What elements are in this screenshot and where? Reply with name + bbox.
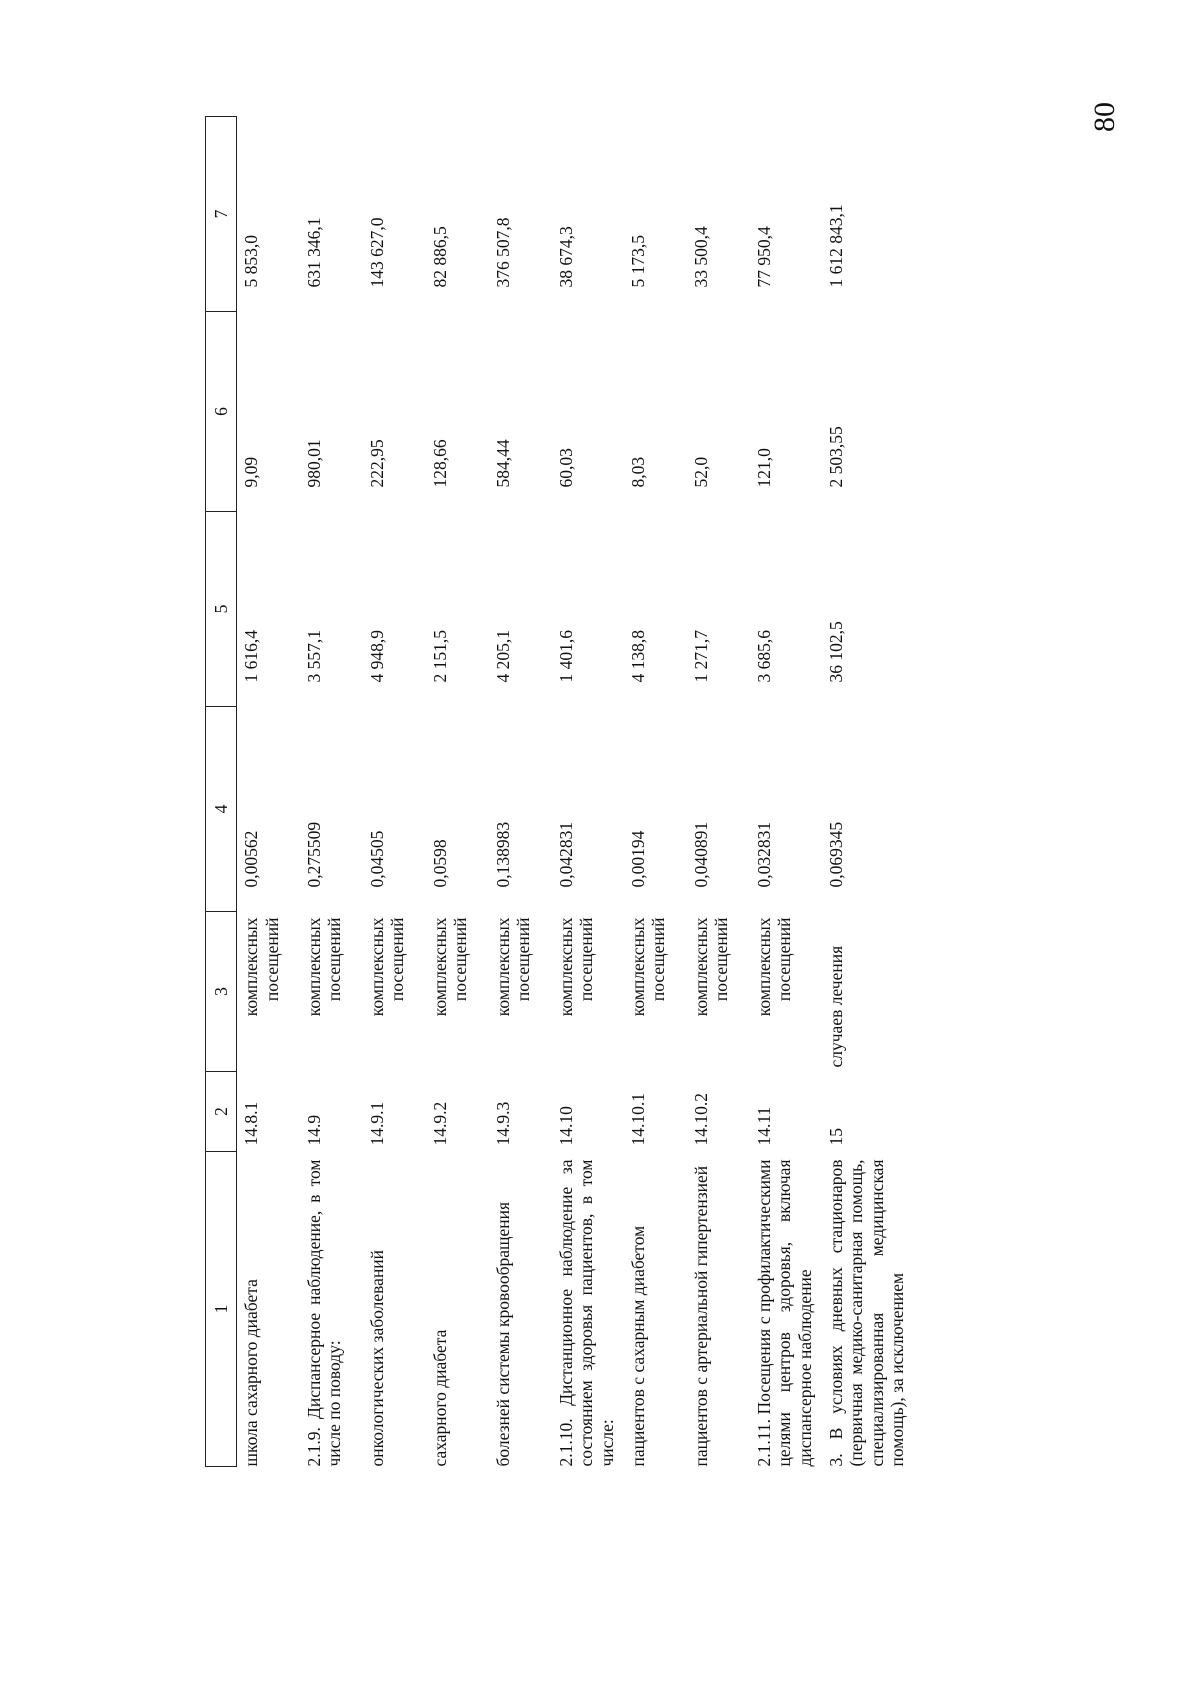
row-number: 14.10.2 <box>690 1093 711 1146</box>
row-number: 14.10.1 <box>627 1093 648 1146</box>
unit-cell: комплексных посещений <box>690 917 732 1017</box>
table-row <box>363 117 426 1467</box>
unit-cell: комплексных посещений <box>241 917 282 1017</box>
column-header: 6 <box>206 312 237 512</box>
unit-cell: комплексных посещений <box>366 917 408 1017</box>
column-header: 4 <box>206 707 237 912</box>
value-cell: 143 627,0 <box>366 217 387 288</box>
value-cell: 0,04505 <box>366 830 387 888</box>
value-cell: 8,03 <box>627 456 648 488</box>
value-cell: 1 401,6 <box>555 630 576 683</box>
row-label: 3. В условиях дневных стационаров (первичная медико-санитарная помощь, специализированная медицинская помощь), за исключением <box>825 1159 908 1467</box>
page-number: 80 <box>1088 102 1121 132</box>
column-header: 3 <box>206 912 237 1072</box>
value-cell: 82 886,5 <box>429 226 450 288</box>
value-cell: 376 507,8 <box>492 217 513 288</box>
column-header: 1 <box>206 1152 237 1467</box>
value-cell: 1 271,7 <box>690 630 711 683</box>
row-number: 14.9.1 <box>366 1101 387 1146</box>
table-row <box>822 117 942 1467</box>
column-header: 2 <box>206 1072 237 1152</box>
row-label: сахарного диабета <box>429 1329 450 1467</box>
value-cell: 4 948,9 <box>366 630 387 683</box>
row-number: 14.9.2 <box>429 1101 450 1146</box>
value-cell: 121,0 <box>753 448 774 488</box>
row-label: 2.1.11. Посещения с профилактическими целями центров здоровья, включая диспансерное наблюдение <box>753 1159 815 1467</box>
value-cell: 0,00562 <box>241 830 261 888</box>
row-number: 14.8.1 <box>241 1101 261 1146</box>
row-label: 2.1.10. Дистанционное наблюдение за состоянием здоровья пациентов, в том числе: <box>555 1159 617 1467</box>
value-cell: 0,040891 <box>690 821 711 888</box>
unit-cell: комплексных посещений <box>627 917 669 1017</box>
row-label: 2.1.9. Диспансерное наблюдение, в том числе по поводу: <box>303 1159 345 1467</box>
table-header-row <box>206 117 237 1467</box>
unit-cell: случаев лечения <box>825 945 846 1068</box>
value-cell: 1 616,4 <box>241 630 261 683</box>
value-cell: 0,042831 <box>555 821 576 888</box>
value-cell: 128,66 <box>429 439 450 488</box>
row-label: пациентов с артериальной гипертензией <box>690 1165 711 1467</box>
row-number: 14.10 <box>555 1106 576 1146</box>
data-table <box>205 116 942 1467</box>
table-row <box>300 117 363 1467</box>
row-label: пациентов с сахарным диабетом <box>627 1225 648 1467</box>
value-cell: 222,95 <box>366 439 387 488</box>
value-cell: 2 151,5 <box>429 630 450 683</box>
value-cell: 9,09 <box>241 456 261 488</box>
value-cell: 3 685,6 <box>753 630 774 683</box>
value-cell: 0,00194 <box>627 830 648 888</box>
row-number: 15 <box>825 1128 846 1146</box>
value-cell: 2 503,55 <box>825 426 846 488</box>
table-row <box>624 117 687 1467</box>
row-number: 14.11 <box>753 1106 774 1146</box>
value-cell: 36 102,5 <box>825 621 846 683</box>
row-number: 14.9.3 <box>492 1101 513 1146</box>
value-cell: 980,01 <box>303 439 324 488</box>
row-label: онкологических заболеваний <box>366 1249 387 1467</box>
row-number: 14.9 <box>303 1114 324 1146</box>
column-header: 5 <box>206 512 237 707</box>
table-row <box>687 117 750 1467</box>
value-cell: 3 557,1 <box>303 630 324 683</box>
value-cell: 33 500,4 <box>690 226 711 288</box>
value-cell: 584,44 <box>492 439 513 488</box>
unit-cell: комплексных посещений <box>429 917 471 1017</box>
value-cell: 0,032831 <box>753 821 774 888</box>
table-row <box>750 117 822 1467</box>
row-label: школа сахарного диабета <box>241 1279 261 1467</box>
value-cell: 52,0 <box>690 456 711 488</box>
table-row <box>426 117 489 1467</box>
table-row <box>489 117 552 1467</box>
unit-cell: комплексных посещений <box>303 917 345 1017</box>
value-cell: 38 674,3 <box>555 226 576 288</box>
value-cell: 0,275509 <box>303 821 324 888</box>
row-label: болезней системы кровообращения <box>492 1201 513 1467</box>
value-cell: 77 950,4 <box>753 226 774 288</box>
value-cell: 5 853,0 <box>241 235 261 288</box>
value-cell: 0,0598 <box>429 839 450 888</box>
value-cell: 60,03 <box>555 448 576 488</box>
value-cell: 631 346,1 <box>303 217 324 288</box>
table-row <box>237 117 300 1467</box>
value-cell: 1 612 843,1 <box>825 204 846 288</box>
value-cell: 0,138983 <box>492 821 513 888</box>
value-cell: 0,069345 <box>825 821 846 888</box>
table-row <box>552 117 624 1467</box>
rotated-table-container <box>205 117 965 1467</box>
unit-cell: комплексных посещений <box>492 917 534 1017</box>
unit-cell: комплексных посещений <box>555 917 597 1017</box>
value-cell: 4 138,8 <box>627 630 648 683</box>
column-header: 7 <box>206 117 237 312</box>
value-cell: 5 173,5 <box>627 235 648 288</box>
unit-cell: комплексных посещений <box>753 917 795 1017</box>
value-cell: 4 205,1 <box>492 630 513 683</box>
